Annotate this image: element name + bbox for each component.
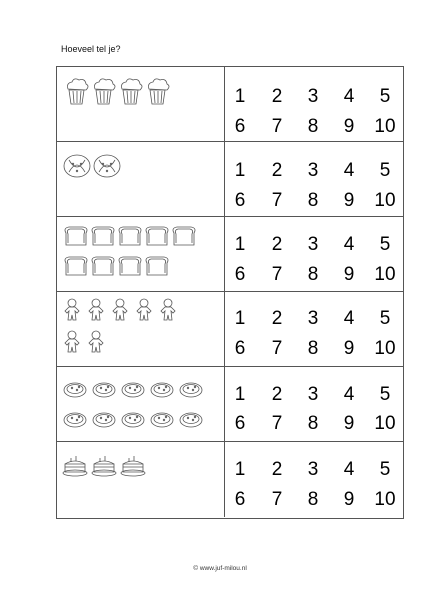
number-option[interactable]: 10 [374, 489, 396, 510]
picture-cell [57, 142, 225, 216]
number-option[interactable]: 6 [234, 264, 246, 285]
number-option[interactable]: 5 [379, 160, 391, 181]
number-option[interactable]: 3 [307, 308, 319, 329]
gingerbread-man-icon [57, 292, 225, 367]
number-option[interactable]: 2 [271, 308, 283, 329]
number-option[interactable]: 4 [343, 308, 355, 329]
table-row [57, 367, 403, 442]
counting-table [56, 66, 404, 519]
number-cell [225, 67, 403, 141]
number-option[interactable]: 4 [343, 234, 355, 255]
number-option[interactable]: 6 [234, 338, 246, 359]
number-option[interactable]: 7 [271, 264, 283, 285]
number-option[interactable]: 7 [271, 413, 283, 434]
number-option[interactable]: 6 [234, 413, 246, 434]
number-option[interactable]: 1 [234, 308, 246, 329]
number-option[interactable]: 8 [307, 190, 319, 211]
picture-cell [57, 67, 225, 141]
number-option[interactable]: 9 [343, 413, 355, 434]
number-option[interactable]: 9 [343, 489, 355, 510]
number-option[interactable]: 3 [307, 86, 319, 107]
number-option[interactable]: 10 [374, 190, 396, 211]
picture-cell [57, 367, 225, 441]
pretzel-icon [57, 142, 225, 217]
number-option[interactable]: 7 [271, 190, 283, 211]
number-option[interactable]: 9 [343, 116, 355, 137]
number-option[interactable]: 1 [234, 459, 246, 480]
table-row [57, 67, 403, 142]
table-row [57, 442, 403, 517]
number-option[interactable]: 7 [271, 338, 283, 359]
number-option[interactable]: 8 [307, 264, 319, 285]
number-cell [225, 217, 403, 291]
number-option[interactable]: 6 [234, 190, 246, 211]
number-option[interactable]: 1 [234, 160, 246, 181]
number-option[interactable]: 1 [234, 86, 246, 107]
number-option[interactable]: 5 [379, 86, 391, 107]
number-option[interactable]: 8 [307, 489, 319, 510]
number-option[interactable]: 8 [307, 338, 319, 359]
number-option[interactable]: 4 [343, 384, 355, 405]
cupcake-icon [57, 67, 225, 142]
number-option[interactable]: 3 [307, 234, 319, 255]
number-cell [225, 367, 403, 441]
bread-slice-icon [57, 217, 225, 292]
number-option[interactable]: 8 [307, 413, 319, 434]
number-option[interactable]: 1 [234, 234, 246, 255]
number-option[interactable]: 6 [234, 489, 246, 510]
number-option[interactable]: 2 [271, 86, 283, 107]
number-option[interactable]: 2 [271, 234, 283, 255]
picture-cell [57, 217, 225, 291]
number-option[interactable]: 2 [271, 160, 283, 181]
number-option[interactable]: 8 [307, 116, 319, 137]
number-option[interactable]: 10 [374, 264, 396, 285]
number-option[interactable]: 4 [343, 86, 355, 107]
number-option[interactable]: 10 [374, 338, 396, 359]
number-option[interactable]: 5 [379, 234, 391, 255]
number-option[interactable]: 3 [307, 459, 319, 480]
number-option[interactable]: 9 [343, 338, 355, 359]
number-option[interactable]: 9 [343, 264, 355, 285]
number-option[interactable]: 5 [379, 459, 391, 480]
number-option[interactable]: 10 [374, 413, 396, 434]
cake-slice-icon [57, 442, 225, 518]
number-option[interactable]: 2 [271, 459, 283, 480]
number-option[interactable]: 4 [343, 160, 355, 181]
worksheet-title: Hoeveel tel je? [61, 44, 121, 54]
number-option[interactable]: 7 [271, 116, 283, 137]
cookie-icon [57, 367, 225, 442]
number-option[interactable]: 6 [234, 116, 246, 137]
number-option[interactable]: 3 [307, 384, 319, 405]
number-option[interactable]: 7 [271, 489, 283, 510]
table-row [57, 142, 403, 217]
picture-cell [57, 292, 225, 366]
picture-cell [57, 442, 225, 517]
number-option[interactable]: 5 [379, 308, 391, 329]
table-row [57, 292, 403, 367]
number-cell [225, 292, 403, 366]
number-option[interactable]: 2 [271, 384, 283, 405]
number-option[interactable]: 4 [343, 459, 355, 480]
table-row [57, 217, 403, 292]
number-option[interactable]: 10 [374, 116, 396, 137]
number-option[interactable]: 1 [234, 384, 246, 405]
number-option[interactable]: 9 [343, 190, 355, 211]
number-cell [225, 142, 403, 216]
number-option[interactable]: 3 [307, 160, 319, 181]
number-option[interactable]: 5 [379, 384, 391, 405]
footer-credit: © www.juf-milou.nl [193, 565, 247, 572]
number-cell [225, 442, 403, 517]
